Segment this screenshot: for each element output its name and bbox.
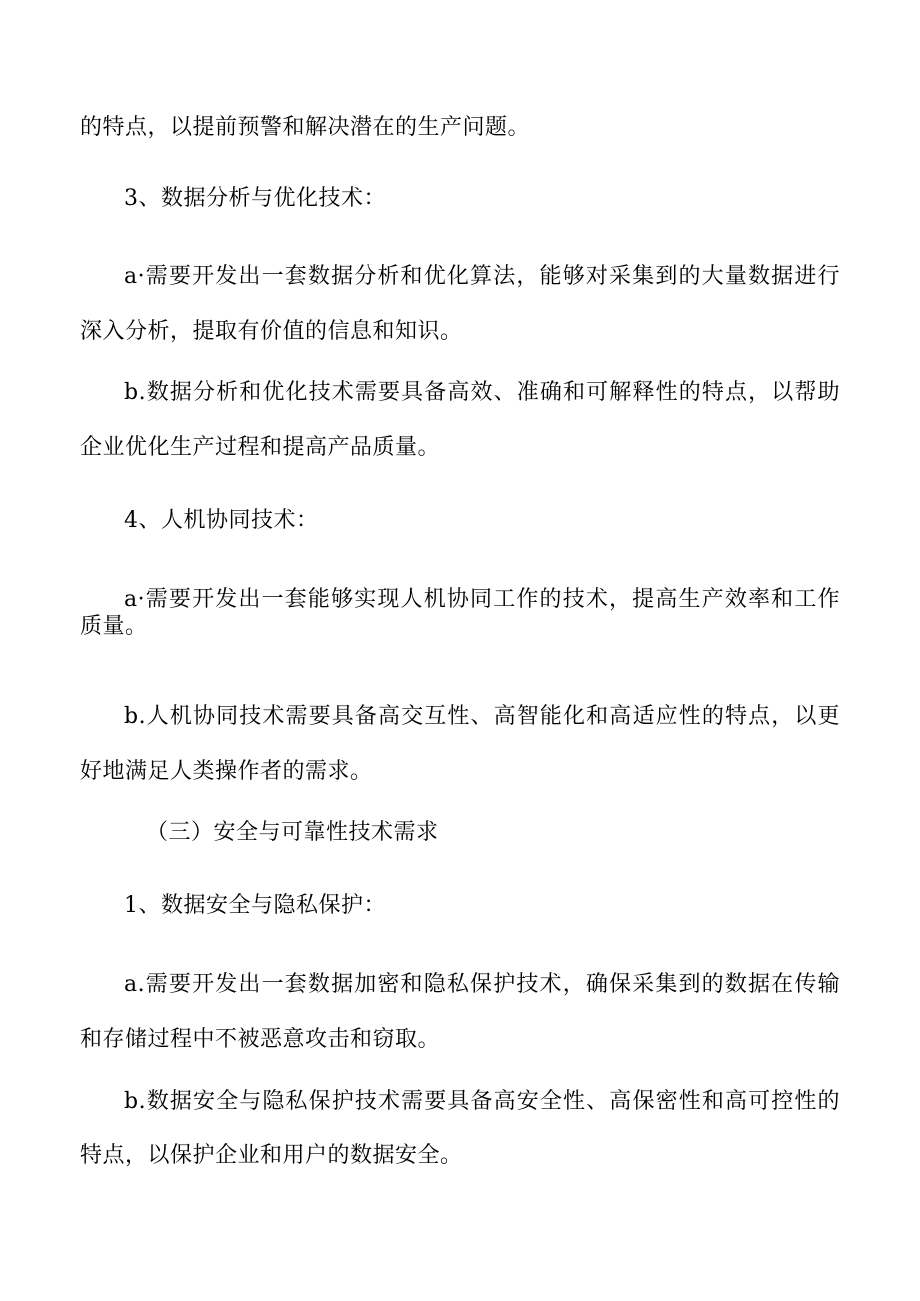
paragraph-line: b.数据分析和优化技术需要具备高效、准确和可解释性的特点，以帮助: [124, 380, 840, 405]
paragraph-line: b.人机协同技术需要具备高交互性、高智能化和高适应性的特点，以更: [124, 704, 840, 729]
paragraph-line: 质量。: [80, 614, 148, 639]
paragraph-line: 企业优化生产过程和提高产品质量。: [80, 435, 441, 460]
paragraph-line: 特点，以保护企业和用户的数据安全。: [80, 1143, 463, 1168]
paragraph-line: b.数据安全与隐私保护技术需要具备高安全性、高保密性和高可控性的: [124, 1089, 840, 1114]
subsection-heading: （三）安全与可靠性技术需求: [146, 820, 439, 845]
paragraph-line: 的特点，以提前预警和解决潜在的生产问题。: [80, 115, 531, 140]
paragraph-line: a.需要开发出一套数据加密和隐私保护技术，确保采集到的数据在传输: [124, 972, 840, 997]
paragraph-line: 好地满足人类操作者的需求。: [80, 759, 373, 784]
section-heading: 1、数据安全与隐私保护：: [124, 893, 386, 918]
section-heading: 3、数据分析与优化技术：: [124, 186, 386, 211]
paragraph-line: 和存储过程中不被恶意攻击和窃取。: [80, 1027, 441, 1052]
paragraph-line: a·需要开发出一套能够实现人机协同工作的技术，提高生产效率和工作: [124, 587, 840, 612]
section-heading: 4、人机协同技术：: [124, 508, 319, 533]
paragraph-line: a·需要开发出一套数据分析和优化算法，能够对采集到的大量数据进行: [124, 264, 840, 289]
paragraph-line: 深入分析，提取有价值的信息和知识。: [80, 319, 463, 344]
